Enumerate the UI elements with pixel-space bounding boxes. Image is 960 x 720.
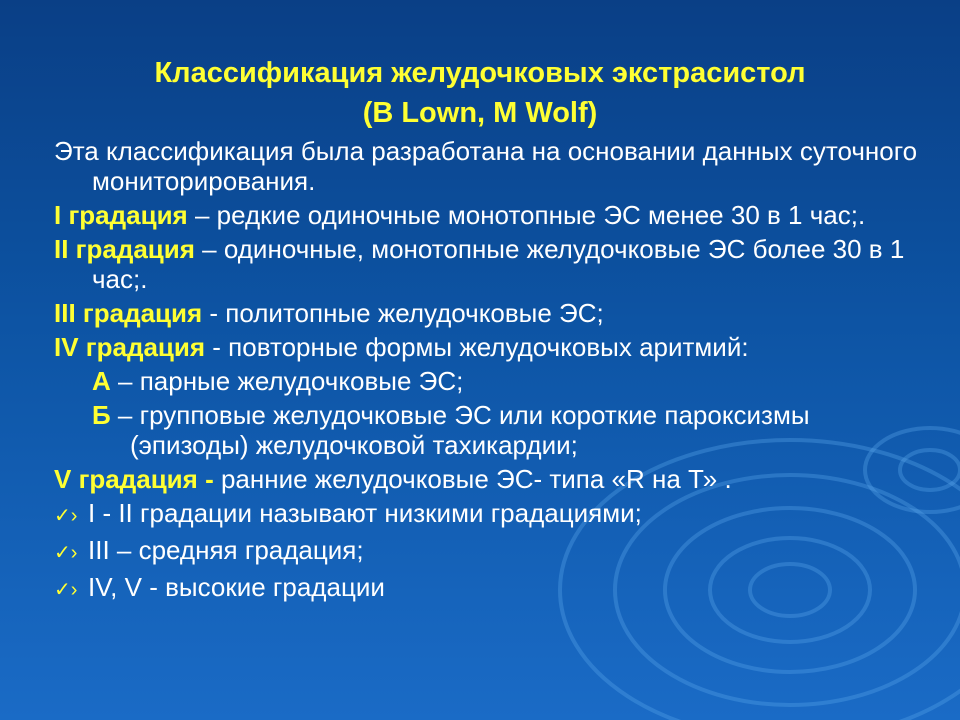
grade-4a xyxy=(92,366,934,396)
grade-text: политопные желудочковые ЭС; xyxy=(225,298,604,328)
subgrade-text: групповые желудочковые ЭС или короткие пароксизмы (эпизоды) желудочковой тахикардии; xyxy=(130,400,810,460)
bullet-text: IV, V - высокие градации xyxy=(88,572,385,602)
subgrade-separator: – xyxy=(110,366,140,396)
grade-2 xyxy=(54,234,934,294)
grade-separator: - xyxy=(202,298,226,328)
grade-text: одиночные, монотопные желудочковые ЭС более 30 в 1 час;. xyxy=(92,234,905,294)
subgrade-text: парные желудочковые ЭС; xyxy=(139,366,464,396)
grade-separator: – xyxy=(194,234,224,264)
grade-label: I градация xyxy=(54,200,188,230)
bullet-middle-grade xyxy=(54,535,934,568)
grade-separator: – xyxy=(187,200,217,230)
bullet-text: III – средняя градация; xyxy=(88,535,364,565)
subgrade-separator: – xyxy=(110,400,140,430)
check-arrow-icon: ✓› xyxy=(54,542,78,564)
grade-label: IV градация xyxy=(54,332,206,362)
slide-title: Классификация желудочковых экстрасистол xyxy=(154,57,806,89)
slide-subtitle: (B Lown, M Wolf) xyxy=(362,97,598,129)
bullet-high-grades xyxy=(54,572,934,605)
subgrade-label: Б xyxy=(92,400,111,430)
bullet-text: I - II градации называют низкими градациями; xyxy=(88,498,642,528)
check-arrow-icon: ✓› xyxy=(54,579,78,601)
grade-label: V градация xyxy=(54,464,198,494)
grade-text: ранние желудочковые ЭС- типа «R на Т» . xyxy=(220,464,732,494)
slide-body xyxy=(54,136,934,609)
grade-separator: - xyxy=(205,332,229,362)
grade-label: II градация xyxy=(54,234,195,264)
grade-4b xyxy=(92,400,934,460)
grade-4 xyxy=(54,332,934,362)
grade-text: повторные формы желудочковых аритмий: xyxy=(228,332,749,362)
grade-5 xyxy=(54,464,934,494)
grade-1 xyxy=(54,200,934,230)
check-arrow-icon: ✓› xyxy=(54,505,78,527)
grade-3 xyxy=(54,298,934,328)
grade-label: III градация xyxy=(54,298,203,328)
intro-paragraph: Эта классификация была разработана на основании данных суточного мониторирования. xyxy=(54,136,918,196)
subgrade-label: А xyxy=(92,366,111,396)
grade-separator: - xyxy=(197,464,221,494)
bullet-low-grades xyxy=(54,498,934,531)
grade-text: редкие одиночные монотопные ЭС менее 30 в 1 час;. xyxy=(216,200,866,230)
